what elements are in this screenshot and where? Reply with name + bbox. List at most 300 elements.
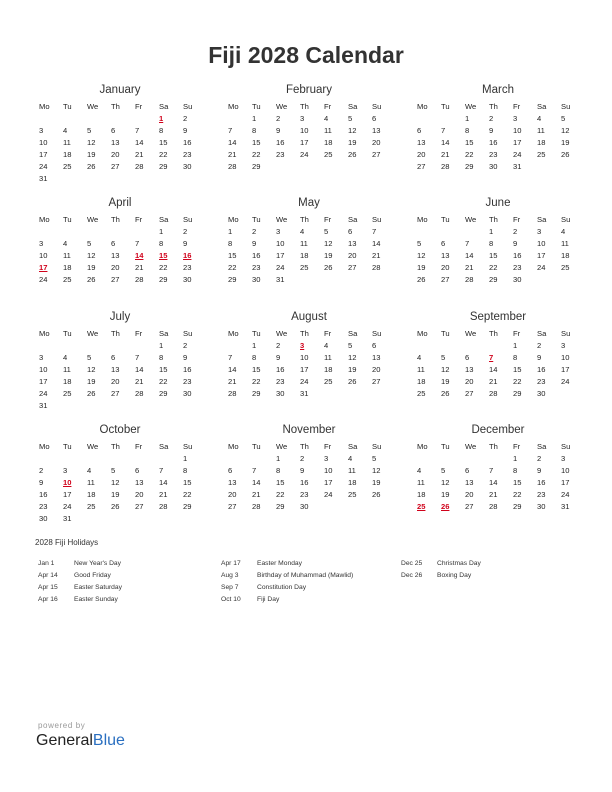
- day: 19: [372, 478, 381, 487]
- day: 3: [537, 227, 542, 236]
- day: 31: [513, 162, 522, 171]
- day: 10: [324, 466, 333, 475]
- weekday-header: Th: [111, 102, 120, 111]
- day: 25: [417, 389, 426, 398]
- day: 8: [465, 126, 470, 135]
- day: 10: [300, 126, 309, 135]
- month-december: [414, 424, 582, 513]
- empty-cell: [60, 113, 84, 125]
- weekday-header: Su: [561, 215, 571, 224]
- day: 18: [324, 365, 333, 374]
- day: 18: [63, 377, 72, 386]
- month-name: July: [109, 311, 131, 323]
- day: 22: [159, 263, 168, 272]
- day: 30: [489, 162, 498, 171]
- weekday-header: Su: [183, 329, 193, 338]
- day: 30: [183, 275, 192, 284]
- holiday-column: [38, 558, 122, 606]
- day: 20: [372, 138, 381, 147]
- day: 2: [513, 227, 518, 236]
- weekday-header: Su: [372, 102, 382, 111]
- empty-cell: [36, 113, 60, 125]
- day: 6: [348, 227, 353, 236]
- empty-cell: [414, 113, 438, 125]
- day: 25: [561, 263, 570, 272]
- day: 11: [417, 478, 425, 487]
- day: 11: [63, 365, 71, 374]
- day: 4: [324, 341, 329, 350]
- day: 10: [39, 365, 48, 374]
- day: 22: [489, 263, 498, 272]
- empty-cell: [414, 340, 438, 352]
- day: 6: [135, 466, 140, 475]
- day: 19: [324, 251, 333, 260]
- weekday-header: Fr: [513, 215, 521, 224]
- holiday-entry: [221, 570, 353, 582]
- day: 11: [324, 126, 332, 135]
- weekday-header: Th: [111, 329, 120, 338]
- day: 20: [372, 365, 381, 374]
- day: 29: [159, 389, 168, 398]
- day: 9: [537, 353, 542, 362]
- day: 12: [441, 478, 450, 487]
- empty-cell: [60, 340, 84, 352]
- holiday-day: 17: [39, 263, 48, 272]
- weekday-header: We: [87, 442, 99, 451]
- day: 8: [228, 239, 233, 248]
- empty-cell: [132, 453, 156, 465]
- day: 23: [537, 377, 546, 386]
- day: 30: [39, 514, 48, 523]
- day: 23: [276, 150, 285, 159]
- empty-cell: [84, 340, 108, 352]
- day: 8: [513, 353, 518, 362]
- weekday-header: We: [87, 329, 99, 338]
- day: 27: [111, 275, 120, 284]
- day: 15: [159, 365, 168, 374]
- day: 28: [489, 389, 498, 398]
- weekday-header: Fr: [135, 215, 143, 224]
- day: 4: [561, 227, 566, 236]
- holiday-entry: [221, 558, 353, 570]
- day: 2: [537, 341, 542, 350]
- day: 5: [348, 114, 353, 123]
- day: 3: [513, 114, 518, 123]
- day: 21: [159, 490, 168, 499]
- holiday-day: 25: [417, 502, 426, 511]
- empty-cell: [438, 340, 462, 352]
- day: 6: [372, 341, 377, 350]
- day: 17: [561, 365, 570, 374]
- day: 4: [63, 126, 68, 135]
- day: 9: [300, 466, 305, 475]
- weekday-header: Tu: [63, 442, 72, 451]
- day: 12: [348, 353, 357, 362]
- day: 25: [348, 490, 357, 499]
- day: 6: [465, 353, 470, 362]
- weekday-header: Th: [300, 329, 309, 338]
- weekday-header: Mo: [39, 102, 50, 111]
- empty-cell: [108, 113, 132, 125]
- weekday-header: Tu: [441, 442, 450, 451]
- holiday-entry: [221, 582, 353, 594]
- day: 21: [489, 490, 498, 499]
- holiday-entry: [221, 594, 353, 606]
- day: 4: [417, 353, 422, 362]
- empty-cell: [225, 340, 249, 352]
- weekday-header: We: [276, 442, 288, 451]
- day: 30: [513, 275, 522, 284]
- holiday-date: Apr 15: [38, 584, 58, 591]
- day: 27: [111, 162, 120, 171]
- weekday-header: Mo: [228, 442, 239, 451]
- holiday-day: 10: [63, 478, 72, 487]
- day: 6: [441, 239, 446, 248]
- month-march: [414, 84, 582, 173]
- day: 27: [372, 150, 381, 159]
- day: 13: [348, 239, 357, 248]
- day: 1: [159, 227, 164, 236]
- day: 16: [183, 365, 192, 374]
- day: 15: [489, 251, 498, 260]
- weekday-header: Sa: [537, 102, 547, 111]
- day: 31: [300, 389, 309, 398]
- day: 21: [135, 150, 144, 159]
- month-grid: [414, 441, 582, 513]
- day: 14: [489, 478, 498, 487]
- powered-by-text: powered by: [38, 721, 86, 730]
- weekday-header: Sa: [348, 215, 358, 224]
- day: 7: [252, 466, 257, 475]
- day: 24: [324, 490, 333, 499]
- empty-cell: [36, 340, 60, 352]
- weekday-header: Fr: [324, 215, 332, 224]
- holiday-day: 7: [489, 353, 494, 362]
- empty-cell: [132, 226, 156, 238]
- day: 11: [87, 478, 95, 487]
- day: 24: [39, 275, 48, 284]
- day: 20: [465, 377, 474, 386]
- day: 31: [63, 514, 72, 523]
- holiday-date: Jan 1: [38, 560, 55, 567]
- day: 19: [441, 377, 450, 386]
- day: 18: [324, 138, 333, 147]
- day: 18: [87, 490, 96, 499]
- weekday-header: Tu: [252, 215, 261, 224]
- day: 6: [111, 353, 116, 362]
- weekday-header: Su: [183, 215, 193, 224]
- weekday-header: Sa: [348, 442, 358, 451]
- day: 6: [111, 126, 116, 135]
- day: 21: [465, 263, 474, 272]
- day: 11: [348, 466, 356, 475]
- day: 26: [348, 377, 357, 386]
- day: 21: [228, 150, 237, 159]
- holiday-name: Easter Saturday: [74, 584, 122, 591]
- empty-cell: [60, 453, 84, 465]
- holiday-name: Easter Sunday: [74, 596, 118, 603]
- brand-logo[interactable]: [36, 732, 125, 750]
- day: 22: [513, 377, 522, 386]
- day: 5: [87, 353, 92, 362]
- day: 14: [135, 365, 144, 374]
- month-grid: [36, 328, 204, 412]
- weekday-header: Sa: [537, 215, 547, 224]
- day: 28: [135, 162, 144, 171]
- day: 6: [111, 239, 116, 248]
- empty-cell: [462, 453, 486, 465]
- day: 22: [159, 377, 168, 386]
- day: 25: [537, 150, 546, 159]
- day: 28: [252, 502, 261, 511]
- day: 26: [441, 389, 450, 398]
- day: 27: [417, 162, 426, 171]
- weekday-header: We: [87, 102, 99, 111]
- day: 22: [252, 150, 261, 159]
- day: 9: [252, 239, 257, 248]
- day: 13: [111, 365, 120, 374]
- day: 26: [324, 263, 333, 272]
- day: 3: [39, 353, 44, 362]
- weekday-header: Mo: [39, 442, 50, 451]
- day: 12: [561, 126, 570, 135]
- day: 27: [348, 263, 357, 272]
- holiday-date: Oct 10: [221, 596, 241, 603]
- day: 12: [372, 466, 381, 475]
- weekday-header: Su: [183, 442, 193, 451]
- weekday-header: Sa: [159, 215, 169, 224]
- day: 31: [39, 401, 48, 410]
- day: 11: [63, 138, 71, 147]
- day: 8: [252, 353, 257, 362]
- day: 4: [63, 353, 68, 362]
- day: 26: [111, 502, 120, 511]
- holiday-day: 16: [183, 251, 192, 260]
- day: 2: [300, 454, 305, 463]
- month-january: [36, 84, 204, 185]
- day: 17: [39, 377, 48, 386]
- day: 19: [111, 490, 120, 499]
- day: 11: [417, 365, 425, 374]
- weekday-header: Mo: [228, 102, 239, 111]
- month-august: [225, 311, 393, 400]
- day: 5: [87, 126, 92, 135]
- day: 24: [63, 502, 72, 511]
- day: 15: [276, 478, 285, 487]
- day: 1: [183, 454, 188, 463]
- day: 2: [183, 114, 188, 123]
- holiday-column: [221, 558, 353, 606]
- day: 7: [441, 126, 446, 135]
- day: 22: [228, 263, 237, 272]
- day: 16: [513, 251, 522, 260]
- day: 19: [561, 138, 570, 147]
- day: 22: [159, 150, 168, 159]
- day: 27: [228, 502, 237, 511]
- empty-cell: [486, 453, 510, 465]
- day: 20: [111, 263, 120, 272]
- day: 10: [39, 251, 48, 260]
- day: 20: [348, 251, 357, 260]
- weekday-header: Tu: [441, 102, 450, 111]
- day: 27: [465, 389, 474, 398]
- day: 10: [300, 353, 309, 362]
- day: 3: [63, 466, 68, 475]
- day: 18: [300, 251, 309, 260]
- empty-cell: [414, 453, 438, 465]
- day: 11: [63, 251, 71, 260]
- day: 9: [183, 239, 188, 248]
- day: 9: [183, 126, 188, 135]
- day: 16: [489, 138, 498, 147]
- holiday-entry: [38, 594, 122, 606]
- day: 24: [300, 377, 309, 386]
- weekday-header: Th: [489, 329, 498, 338]
- day: 14: [228, 138, 237, 147]
- day: 20: [111, 377, 120, 386]
- day: 11: [300, 239, 308, 248]
- empty-cell: [156, 453, 180, 465]
- weekday-header: Sa: [537, 329, 547, 338]
- weekday-header: Th: [489, 442, 498, 451]
- weekday-header: We: [87, 215, 99, 224]
- day: 2: [183, 341, 188, 350]
- day: 28: [465, 275, 474, 284]
- day: 10: [276, 239, 285, 248]
- empty-cell: [84, 113, 108, 125]
- day: 18: [537, 138, 546, 147]
- day: 17: [513, 138, 522, 147]
- day: 16: [537, 365, 546, 374]
- day: 3: [561, 341, 566, 350]
- weekday-header: Fr: [135, 329, 143, 338]
- day: 7: [159, 466, 164, 475]
- day: 14: [489, 365, 498, 374]
- weekday-header: Th: [111, 215, 120, 224]
- day: 4: [348, 454, 353, 463]
- month-name: October: [99, 424, 141, 436]
- empty-cell: [249, 453, 273, 465]
- weekday-header: We: [465, 442, 477, 451]
- weekday-header: Mo: [39, 329, 50, 338]
- holiday-entry: [38, 570, 122, 582]
- day: 18: [63, 263, 72, 272]
- holiday-entry: [401, 570, 481, 582]
- day: 28: [372, 263, 381, 272]
- holiday-column: [401, 558, 481, 582]
- day: 7: [135, 126, 140, 135]
- day: 16: [183, 138, 192, 147]
- day: 12: [417, 251, 426, 260]
- day: 23: [39, 502, 48, 511]
- day: 4: [417, 466, 422, 475]
- day: 24: [561, 490, 570, 499]
- day: 6: [228, 466, 233, 475]
- day: 24: [39, 162, 48, 171]
- day: 25: [63, 275, 72, 284]
- brand-blue: Blue: [92, 732, 125, 749]
- day: 17: [324, 478, 333, 487]
- day: 29: [489, 275, 498, 284]
- holiday-name: Birthday of Muhammad (Mawlid): [257, 572, 354, 579]
- day: 27: [111, 389, 120, 398]
- day: 14: [159, 478, 168, 487]
- weekday-header: Tu: [63, 215, 72, 224]
- month-name: June: [485, 197, 511, 209]
- month-grid: [225, 328, 393, 400]
- day: 13: [441, 251, 450, 260]
- day: 1: [228, 227, 233, 236]
- weekday-header: Tu: [252, 329, 261, 338]
- empty-cell: [225, 453, 249, 465]
- month-grid: [225, 214, 393, 286]
- weekday-header: Su: [561, 329, 571, 338]
- holiday-day: 1: [159, 114, 164, 123]
- holiday-name: Boxing Day: [437, 572, 472, 579]
- month-grid: [414, 214, 582, 286]
- day: 16: [252, 251, 261, 260]
- day: 31: [276, 275, 285, 284]
- holiday-name: Fiji Day: [257, 596, 280, 603]
- day: 13: [111, 138, 120, 147]
- empty-cell: [36, 226, 60, 238]
- day: 14: [228, 365, 237, 374]
- day: 20: [111, 150, 120, 159]
- month-grid: [414, 328, 582, 400]
- day: 25: [63, 162, 72, 171]
- day: 8: [489, 239, 494, 248]
- day: 2: [489, 114, 494, 123]
- weekday-header: Th: [111, 442, 120, 451]
- day: 9: [537, 466, 542, 475]
- day: 13: [372, 126, 381, 135]
- day: 23: [183, 377, 192, 386]
- weekday-header: Sa: [348, 102, 358, 111]
- day: 14: [441, 138, 450, 147]
- day: 10: [561, 353, 570, 362]
- day: 28: [159, 502, 168, 511]
- day: 21: [372, 251, 381, 260]
- day: 16: [300, 478, 309, 487]
- day: 21: [135, 263, 144, 272]
- weekday-header: Fr: [135, 102, 143, 111]
- day: 18: [417, 377, 426, 386]
- empty-cell: [414, 226, 438, 238]
- month-name: January: [99, 84, 141, 96]
- day: 30: [537, 389, 546, 398]
- day: 19: [87, 150, 96, 159]
- day: 29: [228, 275, 237, 284]
- day: 26: [87, 389, 96, 398]
- holiday-date: Dec 26: [401, 572, 423, 579]
- weekday-header: We: [276, 215, 288, 224]
- month-june: [414, 197, 582, 286]
- day: 29: [513, 389, 522, 398]
- brand-general: General: [36, 732, 93, 749]
- day: 3: [300, 114, 305, 123]
- day: 25: [87, 502, 96, 511]
- day: 21: [489, 377, 498, 386]
- day: 23: [489, 150, 498, 159]
- holiday-entry: [38, 582, 122, 594]
- weekday-header: Fr: [324, 102, 332, 111]
- day: 28: [135, 389, 144, 398]
- day: 2: [276, 341, 281, 350]
- month-november: [225, 424, 393, 513]
- empty-cell: [438, 226, 462, 238]
- day: 23: [513, 263, 522, 272]
- day: 26: [561, 150, 570, 159]
